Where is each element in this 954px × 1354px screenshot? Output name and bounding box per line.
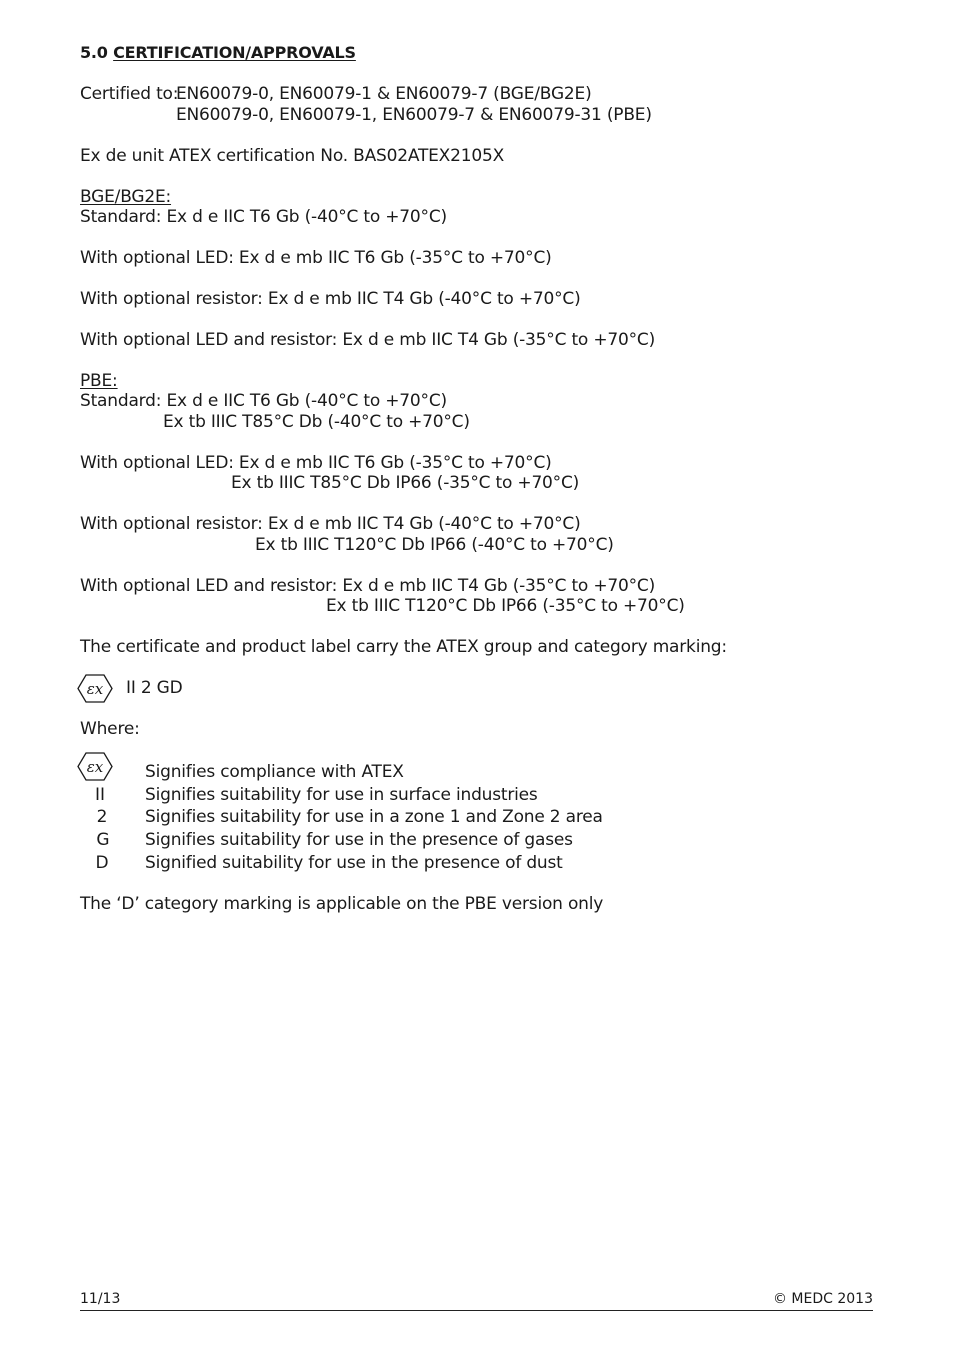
pbe-led-resistor-2: Ex tb IIIC T120°C Db IP66 (-35°C to +70°C)	[326, 596, 685, 616]
certified-line-2: EN60079-0, EN60079-1, EN60079-7 & EN60079-31 (PBE)	[176, 105, 652, 125]
atex-cert-number: Ex de unit ATEX certification No. BAS02ATEX2105X	[80, 146, 505, 166]
pbe-led-resistor-1: With optional LED and resistor: Ex d e mb IIC T4 Gb (-35°C to +70°C)	[80, 576, 656, 596]
footer-divider	[80, 1310, 873, 1311]
legend-key-ii: II	[94, 785, 106, 805]
svg-text:εx: εx	[86, 758, 104, 776]
page-number: 11/13	[80, 1291, 121, 1307]
legend-key-2: 2	[96, 807, 108, 827]
svg-text:εx: εx	[86, 680, 104, 698]
bge-standard: Standard: Ex d e IIC T6 Gb (-40°C to +70°C)	[80, 207, 447, 227]
pbe-resistor-2: Ex tb IIIC T120°C Db IP66 (-40°C to +70°C)	[255, 535, 614, 555]
d-category-note: The ‘D’ category marking is applicable on the PBE version only	[80, 894, 604, 914]
pbe-led-2: Ex tb IIIC T85°C Db IP66 (-35°C to +70°C)	[231, 473, 580, 493]
legend-text-2: Signifies suitability for use in a zone 1 and Zone 2 area	[145, 807, 603, 827]
pbe-led-1: With optional LED: Ex d e mb IIC T6 Gb (-35°C to +70°C)	[80, 453, 552, 473]
section-number: 5.0	[80, 43, 108, 62]
ex-hexagon-icon	[76, 751, 114, 782]
where-label: Where:	[80, 719, 140, 739]
bge-resistor: With optional resistor: Ex d e mb IIC T4 Gb (-40°C to +70°C)	[80, 289, 581, 309]
marking-intro: The certificate and product label carry the ATEX group and category marking:	[80, 637, 727, 657]
certified-label: Certified to:	[80, 84, 179, 104]
bge-heading: BGE/BG2E:	[80, 187, 172, 207]
pbe-heading: PBE:	[80, 371, 118, 391]
copyright: © MEDC 2013	[772, 1291, 873, 1307]
bge-led-resistor: With optional LED and resistor: Ex d e mb IIC T4 Gb (-35°C to +70°C)	[80, 330, 656, 350]
legend-key-g: G	[96, 830, 110, 850]
section-heading	[80, 43, 356, 63]
pbe-standard-2: Ex tb IIIC T85°C Db (-40°C to +70°C)	[163, 412, 470, 432]
pbe-resistor-1: With optional resistor: Ex d e mb IIC T4 Gb (-40°C to +70°C)	[80, 514, 581, 534]
ex-hexagon-icon	[76, 673, 114, 704]
legend-text-ii: Signifies suitability for use in surface industries	[145, 785, 538, 805]
certified-line-1: EN60079-0, EN60079-1 & EN60079-7 (BGE/BG2E)	[176, 84, 592, 104]
legend-text-g: Signifies suitability for use in the presence of gases	[145, 830, 573, 850]
section-title: CERTIFICATION/APPROVALS	[113, 43, 356, 62]
legend-text-ex: Signifies compliance with ATEX	[145, 762, 404, 782]
bge-led: With optional LED: Ex d e mb IIC T6 Gb (-35°C to +70°C)	[80, 248, 552, 268]
legend-key-d: D	[95, 853, 109, 873]
marking-code: II 2 GD	[126, 678, 183, 698]
legend-text-d: Signified suitability for use in the presence of dust	[145, 853, 563, 873]
pbe-standard-1: Standard: Ex d e IIC T6 Gb (-40°C to +70°C)	[80, 391, 447, 411]
